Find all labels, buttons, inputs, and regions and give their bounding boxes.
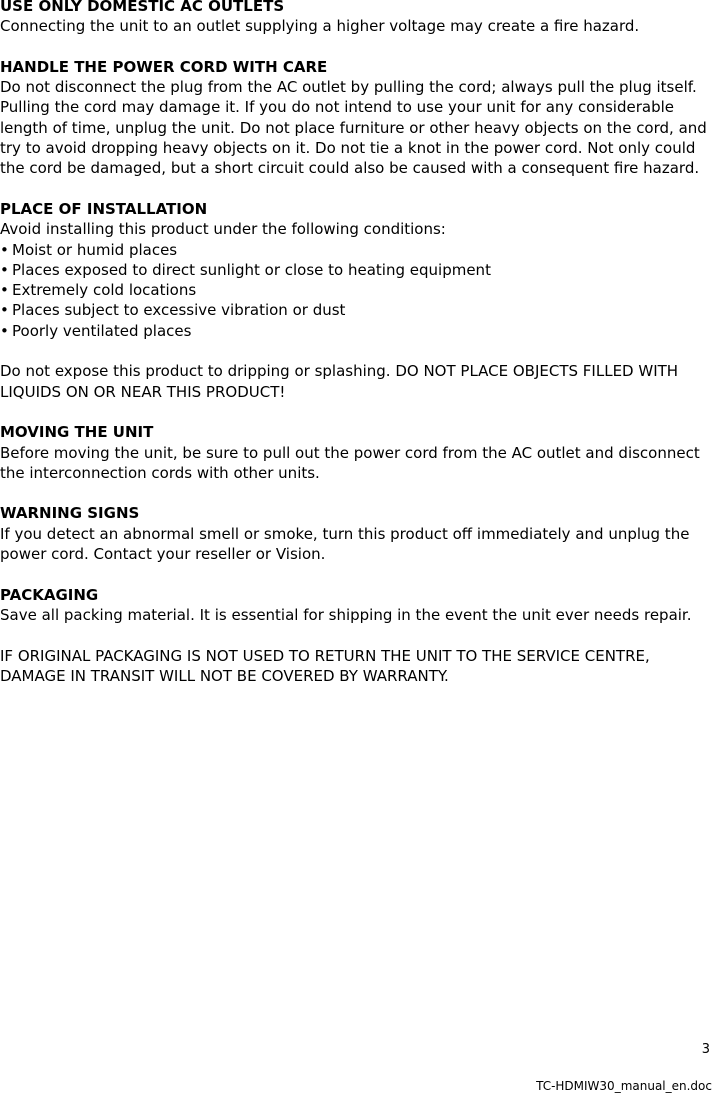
page-number: 3 — [701, 1042, 710, 1057]
section-place-of-installation — [0, 199, 712, 341]
installation-conditions-list — [0, 240, 712, 341]
list-item-text: Places exposed to direct sunlight or close to heating equipment — [12, 260, 491, 279]
section-heading: WARNING SIGNS — [0, 504, 140, 523]
section-heading: PACKAGING — [0, 585, 99, 604]
section-heading: PLACE OF INSTALLATION — [0, 199, 208, 218]
list-item-text: Poorly ventilated places — [12, 321, 192, 340]
section-paragraph: Connecting the unit to an outlet supplying a higher voltage may create a fire hazard. — [0, 17, 640, 36]
footer-filename: TC-HDMIW30_manual_en.doc — [536, 1079, 712, 1093]
section-paragraph: Save all packing material. It is essential for shipping in the event the unit ever needs repair. — [0, 605, 692, 624]
section-heading: MOVING THE UNIT — [0, 423, 154, 442]
section-power-cord — [0, 57, 712, 179]
section-packaging — [0, 585, 712, 626]
section-heading: HANDLE THE POWER CORD WITH CARE — [0, 57, 328, 76]
list-item-text: Extremely cold locations — [12, 281, 197, 300]
section-heading: USE ONLY DOMESTIC AC OUTLETS — [0, 0, 285, 15]
section-domestic-outlets — [0, 0, 712, 37]
bullet-icon: • — [0, 281, 9, 300]
list-item-text: Moist or humid places — [12, 240, 178, 259]
section-paragraph: Before moving the unit, be sure to pull out the power cord from the AC outlet and disconnect the interconnection cords with other units. — [0, 443, 700, 482]
list-item — [0, 260, 712, 280]
section-paragraph: Do not expose this product to dripping or splashing. DO NOT PLACE OBJECTS FILLED WITH LIQUIDS ON OR NEAR THIS PRODUCT! — [0, 362, 679, 401]
list-item — [0, 240, 712, 260]
bullet-icon: • — [0, 240, 9, 259]
list-item — [0, 321, 712, 341]
section-warranty-notice — [0, 646, 712, 687]
list-item — [0, 280, 712, 300]
section-paragraph: Avoid installing this product under the following conditions: — [0, 220, 446, 239]
section-paragraph: IF ORIGINAL PACKAGING IS NOT USED TO RETURN THE UNIT TO THE SERVICE CENTRE, DAMAGE IN TRANSIT WILL NOT BE COVERED BY WARRANTY. — [0, 646, 650, 685]
bullet-icon: • — [0, 301, 9, 320]
list-item-text: Places subject to excessive vibration or dust — [12, 301, 346, 320]
bullet-icon: • — [0, 321, 9, 340]
list-item — [0, 300, 712, 320]
section-moving-unit — [0, 422, 712, 483]
section-paragraph: If you detect an abnormal smell or smoke, turn this product off immediately and unplug the power cord. Contact your reseller or Vision. — [0, 524, 690, 564]
section-paragraph: Do not disconnect the plug from the AC outlet by pulling the cord; always pull the plug itself. Pulling the cord may damage it. If you do not intend to use your unit for any considerable length of time, unplug the unit. Do not place furniture or other heavy objects on the cord, and try to avoid dropping heavy objects on it. Do not tie a knot in the power cord. Not only could the cord be damaged, but a short circuit could also be caused with a consequent fire hazard. — [0, 78, 707, 178]
bullet-icon: • — [0, 260, 9, 279]
section-warning-signs — [0, 503, 712, 564]
section-dripping-warning — [0, 361, 712, 402]
